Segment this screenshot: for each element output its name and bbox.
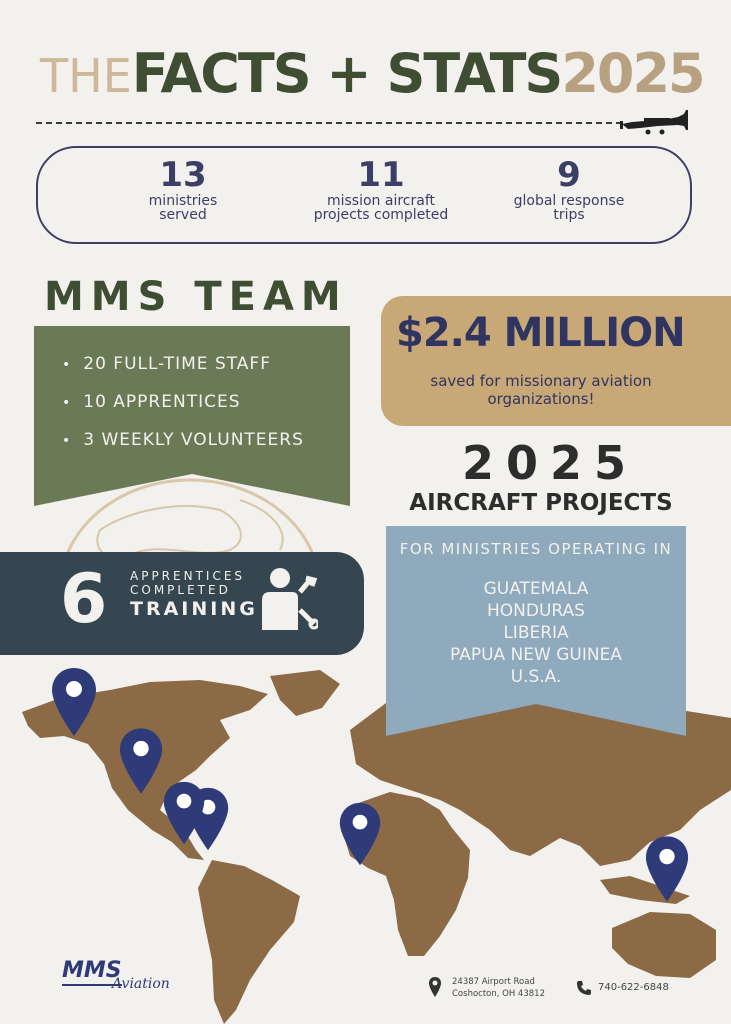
mms-logo [62, 958, 222, 998]
stat-number: 11 [357, 155, 405, 195]
country-item: HONDURAS [487, 601, 585, 621]
airplane-icon [618, 104, 690, 138]
map-pin-icon [162, 780, 206, 846]
savings-caption-line1: saved for missionary aviation [430, 372, 652, 390]
team-item: • 20 FULL-TIME STAFF [62, 346, 304, 384]
projects-heading: FOR MINISTRIES OPERATING IN [399, 540, 673, 558]
stat-projects [286, 156, 476, 222]
apprentices-line3: TRAINING [130, 598, 258, 620]
apprentices-number: 6 [60, 560, 108, 639]
title-prefix: THE [40, 49, 132, 103]
map-pin-icon [118, 726, 164, 796]
stat-label-line1: mission aircraft [326, 193, 435, 209]
stat-number: 9 [557, 155, 581, 195]
team-banner [34, 326, 350, 506]
stat-label-line1: ministries [148, 193, 218, 209]
location-pin-icon [428, 976, 442, 998]
logo-sub: Aviation [112, 976, 170, 992]
projects-year: 2025 [461, 436, 639, 490]
title-year: 2025 [561, 42, 704, 105]
phone-number: 740-622-6848 [598, 982, 669, 993]
stat-label-line2: served [159, 207, 207, 223]
stat-label-line2: trips [553, 207, 585, 223]
title-main: FACTS + STATS [131, 42, 562, 105]
map-pin-icon [644, 834, 690, 904]
savings-caption-line2: organizations! [487, 390, 595, 408]
country-item: LIBERIA [503, 623, 569, 643]
apprentices-line2: COMPLETED [130, 583, 231, 597]
stat-trips [494, 156, 644, 222]
stat-ministries [128, 156, 238, 222]
map-pin-icon [338, 800, 382, 868]
team-item: • 10 APPRENTICES [62, 384, 304, 422]
stats-panel [36, 146, 692, 244]
page-title [40, 42, 704, 112]
country-item: U.S.A. [510, 667, 562, 687]
map-pin-icon [50, 666, 98, 738]
stat-label-line2: projects completed [313, 207, 449, 223]
team-title: MMS TEAM [44, 274, 348, 320]
country-item: GUATEMALA [483, 579, 589, 599]
logo-main: MMS [62, 958, 122, 983]
address-line1: 24387 Airport Road [452, 977, 535, 987]
projects-title: AIRCRAFT PROJECTS [409, 490, 673, 516]
dashed-divider [36, 122, 622, 124]
savings-amount: $2.4 MILLION [396, 310, 685, 356]
mechanic-icon [258, 566, 318, 630]
country-item: PAPUA NEW GUINEA [450, 645, 622, 665]
phone-icon [576, 980, 592, 996]
savings-caption [386, 372, 696, 408]
address [452, 976, 545, 1000]
address-line2: Coshocton, OH 43812 [452, 989, 545, 999]
country-list [386, 578, 686, 688]
logo-underline [62, 984, 122, 986]
stat-number: 13 [159, 155, 207, 195]
apprentices-line1: APPRENTICES [130, 569, 246, 583]
stat-label-line1: global response [513, 193, 625, 209]
team-list [62, 346, 304, 460]
team-item: • 3 WEEKLY VOLUNTEERS [62, 422, 304, 460]
apprentices-label [130, 569, 245, 597]
